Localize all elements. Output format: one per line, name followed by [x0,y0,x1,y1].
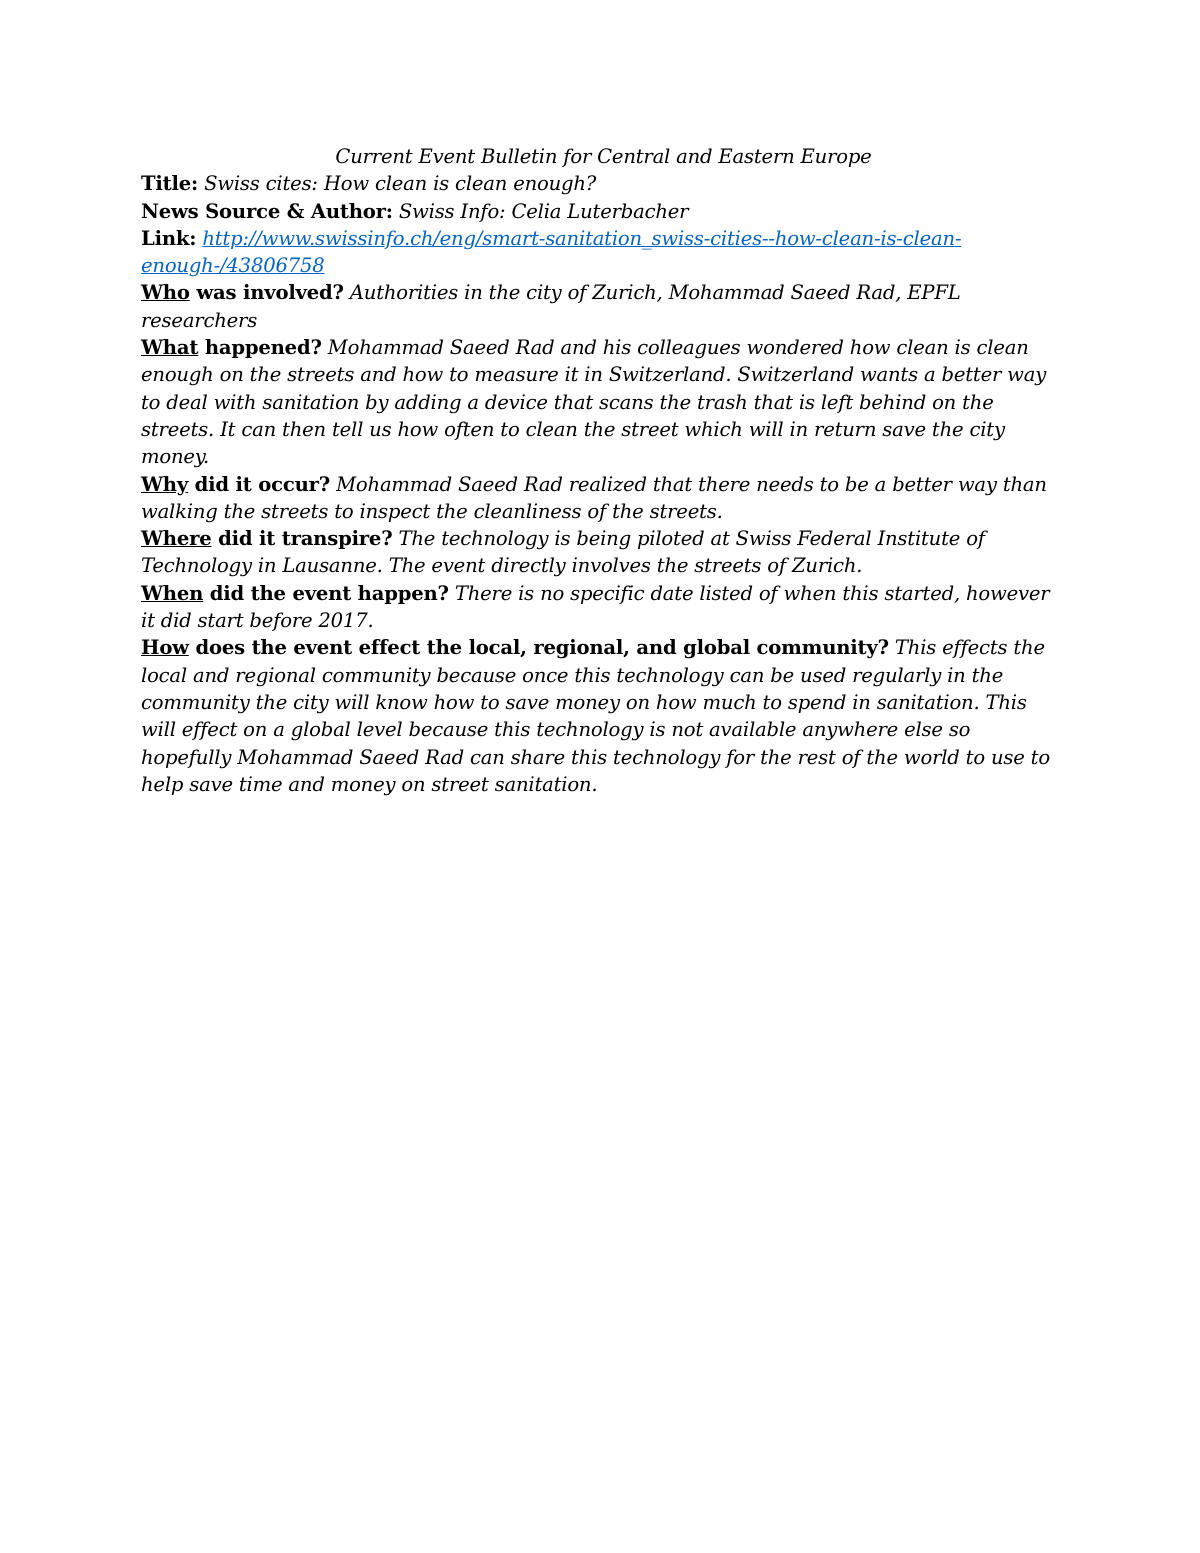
why-key: Why [141,472,189,496]
where-paragraph [141,525,1066,580]
who-answer: Authorities in the city of Zurich, Mohammad Saeed Rad, EPFL researchers [141,281,961,332]
source-label: News Source & Author: [141,199,393,223]
article-link-part-2[interactable]: enough-/43806758 [141,254,325,278]
article-link-part-1[interactable]: http://www.swissinfo.ch/eng/smart-sanitation_swiss-cities--how-clean-is-clean- [202,226,962,250]
link-label: Link: [141,226,197,250]
when-question [141,582,449,605]
what-answer: Mohammad Saeed Rad and his colleagues wondered how clean is clean enough on the streets and how to measure it in Switzerland. Switzerland wants a better way to deal with sanitation by adding a device that scans the trash that is left behind on the streets. It can then tell us how often to clean the street which will in return save the city money. [141,336,1047,469]
when-question-rest: did the event happen? [203,581,449,605]
why-question [141,473,330,496]
bulletin-heading: Current Event Bulletin for Central and Eastern Europe [335,145,872,168]
link-line [141,225,1066,280]
source-value: Swiss Info: Celia Luterbacher [398,199,689,223]
what-key: What [141,336,199,360]
what-paragraph [141,334,1066,470]
how-key: How [141,636,189,660]
when-key: When [141,581,204,605]
who-paragraph [141,279,1066,334]
when-paragraph [141,580,1066,635]
why-question-rest: did it occur? [188,472,331,496]
how-paragraph [141,634,1066,798]
who-question [141,281,344,304]
where-question [141,527,392,550]
what-question [141,336,322,359]
what-question-rest: happened? [198,336,322,360]
how-question-rest: does the event effect the local, regional, and global community? [188,636,889,660]
article-link[interactable] [141,227,961,277]
where-key: Where [141,527,212,551]
how-answer: This effects the local and regional community because once this technology can be used regularly in the community the city will know how to save money on how much to spend in sanitation. This will effect on a global level because this technology is not available anywhere else so hopefully Mohammad Saeed Rad can share this technology for the rest of the world to use to help save time and money on street sanitation. [141,636,1050,796]
how-question [141,636,889,659]
title-label: Title: [141,172,199,196]
where-question-rest: did it transpire? [211,527,393,551]
when-answer: There is no specific date listed of when this started, however it did start before 2017. [141,581,1050,633]
who-key: Who [141,281,190,305]
bulletin-content [141,143,1066,798]
where-answer: The technology is being piloted at Swiss Federal Institute of Technology in Lausanne. The event directly involves the streets of Zurich. [141,527,985,578]
who-question-rest: was involved? [189,281,344,305]
title-value: Swiss cites: How clean is clean enough? [204,172,597,196]
source-line [141,198,1066,225]
why-paragraph [141,471,1066,526]
why-answer: Mohammad Saeed Rad realized that there needs to be a better way than walking the streets to inspect the cleanliness of the streets. [141,472,1047,523]
title-line [141,170,1066,197]
